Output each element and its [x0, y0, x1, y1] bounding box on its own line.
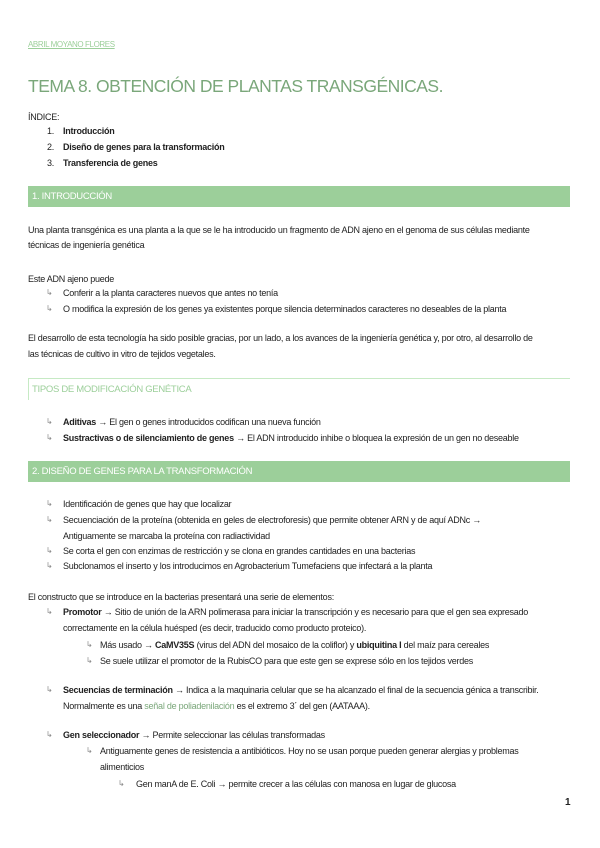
index-item: Introducción [63, 126, 115, 136]
list-item: Identificación de genes que hay que localizar [63, 499, 232, 509]
list-item: Secuencias de terminación → Indica a la maquinaria celular que se ha alcanzado el final de la secuencia génica a transcribir. [63, 685, 539, 695]
bullet-icon: ↳ [46, 561, 53, 570]
bullet-icon: ↳ [46, 515, 53, 524]
subsection-heading: TIPOS DE MODIFICACIÓN GENÉTICA [28, 378, 570, 400]
paragraph: Este ADN ajeno puede [28, 274, 115, 284]
page-title: TEMA 8. OBTENCIÓN DE PLANTAS TRANSGÉNICAS. [28, 76, 443, 96]
section-heading: 2. DISEÑO DE GENES PARA LA TRANSFORMACIÓN [28, 461, 570, 482]
bullet-icon: ↳ [86, 746, 93, 755]
bullet-icon: ↳ [86, 656, 93, 665]
list-item-cont: Antiguamente se marcaba la proteína con radiactividad [63, 531, 270, 541]
bullet-icon: ↳ [46, 288, 53, 297]
index-num: 3. [47, 158, 55, 168]
list-item-cont: Normalmente es una señal de poliadenilación es el extremo 3´ del gen (AATAAA). [63, 701, 370, 711]
index-num: 2. [47, 142, 55, 152]
list-item: Se corta el gen con enzimas de restricción y se clona en grandes cantidades en una bacterias [63, 546, 416, 556]
bullet-icon: ↳ [46, 607, 53, 616]
list-item: Secuenciación de la proteína (obtenida en geles de electroforesis) que permite obtener ARN y de aquí ADNc → [63, 515, 482, 525]
list-item: Más usado → CaMV35S (virus del ADN del mosaico de la coliflor) y ubiquitina I del maíz para cereales [100, 640, 490, 650]
paragraph-line: las técnicas de cultivo in vitro de tejidos vegetales. [28, 349, 216, 359]
page-number: 1 [565, 797, 571, 808]
list-item-cont: alimenticios [100, 762, 145, 772]
bullet-icon: ↳ [46, 417, 53, 426]
bullet-icon: ↳ [46, 546, 53, 555]
list-item: Sustractivas o de silenciamiento de genes → El ADN introducido inhibe o bloquea la expresión de un gen no deseable [63, 433, 519, 443]
paragraph-line: técnicas de ingeniería genética [28, 240, 145, 250]
bullet-icon: ↳ [46, 730, 53, 739]
list-item: Gen manA de E. Coli → permite crecer a las células con manosa en lugar de glucosa [136, 779, 456, 789]
paragraph-line: El desarrollo de esta tecnología ha sido posible gracias, por un lado, a los avances de la ingeniería genética y, por otro, al desarrollo de [28, 333, 533, 343]
list-item: Gen seleccionador → Permite seleccionar las células transformadas [63, 730, 325, 740]
list-item-cont: correctamente en la célula huésped (es decir, traducido como producto proteico). [63, 623, 367, 633]
author-header: ABRIL MOYANO FLORES [28, 40, 115, 49]
bullet-icon: ↳ [86, 640, 93, 649]
bullet-icon: ↳ [118, 779, 125, 788]
list-item: Aditivas → El gen o genes introducidos codifican una nueva función [63, 417, 321, 427]
index-label: ÍNDICE: [28, 112, 60, 122]
bullet-icon: ↳ [46, 304, 53, 313]
index-num: 1. [47, 126, 55, 136]
bullet-icon: ↳ [46, 433, 53, 442]
bullet-icon: ↳ [46, 499, 53, 508]
index-item: Transferencia de genes [63, 158, 158, 168]
list-item: Conferir a la planta caracteres nuevos que antes no tenía [63, 288, 278, 298]
list-item: O modifica la expresión de los genes ya existentes porque silencia determinados caracteres no deseables de la planta [63, 304, 507, 314]
list-item: Antiguamente genes de resistencia a antibióticos. Hoy no se usan porque pueden generar alergias y problemas [100, 746, 519, 756]
list-item: Promotor → Sitio de unión de la ARN polimerasa para iniciar la transcripción y es necesario para que el gen sea expresado [63, 607, 529, 617]
bullet-icon: ↳ [46, 685, 53, 694]
list-item: Subclonamos el inserto y los introducimos en Agrobacterium Tumefaciens que infectará a la planta [63, 561, 433, 571]
paragraph: El constructo que se introduce en la bacterias presentará una serie de elementos: [28, 592, 334, 602]
list-item: Se suele utilizar el promotor de la RubisCO para que este gen se exprese sólo en los tejidos verdes [100, 656, 473, 666]
section-heading: 1. INTRODUCCIÓN [28, 186, 570, 207]
index-item: Diseño de genes para la transformación [63, 142, 225, 152]
paragraph-line: Una planta transgénica es una planta a la que se le ha introducido un fragmento de ADN ajeno en el genoma de sus células mediante [28, 225, 530, 235]
